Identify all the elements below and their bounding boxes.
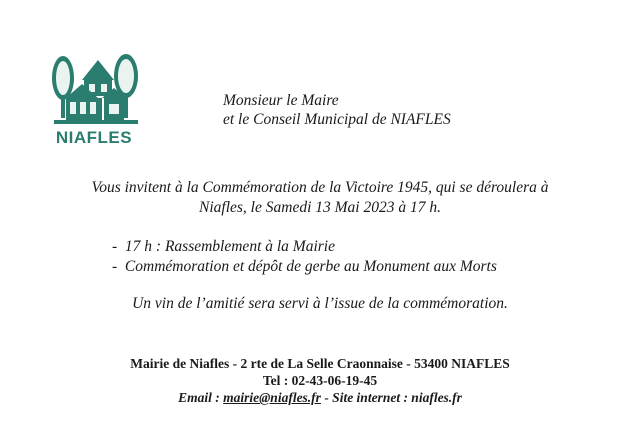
logo-wordmark: NIAFLES [55,128,133,147]
invitation-line-2: Niafles, le Samedi 13 Mai 2023 à 17 h. [199,199,441,216]
email-link[interactable]: mairie@niafles.fr [223,390,321,405]
footer-email-label: Email : [178,390,224,405]
footer-address: Mairie de Niafles - 2 rte de La Selle Craonnaise - 53400 NIAFLES [130,356,510,371]
addressee-line-2: et le Conseil Municipal de NIAFLES [223,111,451,128]
contact-footer [40,355,600,406]
program-list [112,237,497,277]
invitation-text [40,178,600,218]
invitation-line-1: Vous invitent à la Commémoration de la Victoire 1945, qui se déroulera à [91,179,549,196]
program-item: - Commémoration et dépôt de gerbe au Monument aux Morts [112,258,497,275]
footer-email-line [40,389,600,406]
footer-phone: Tel : 02-43-06-19-45 [262,373,378,388]
program-item: - 17 h : Rassemblement à la Mairie [112,238,335,255]
footer-site: - Site internet : niafles.fr [320,390,462,405]
addressee-line-1: Monsieur le Maire [223,92,339,109]
addressee-block [223,91,451,129]
reception-note: Un vin de l’amitié sera servi à l’issue de la commémoration. [132,295,508,312]
